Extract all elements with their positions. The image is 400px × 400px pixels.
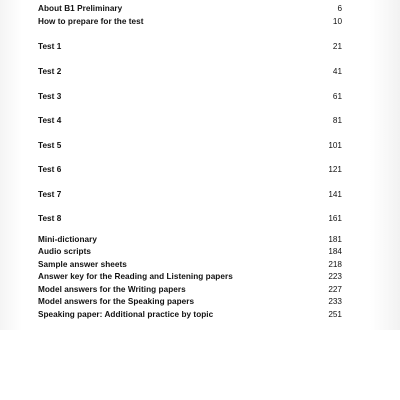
toc-entry-page: 223 [328, 271, 342, 281]
toc-entry-page: 81 [332, 115, 342, 125]
toc-entry-title: Test 3 [38, 91, 62, 101]
toc-entry-page: 141 [328, 189, 342, 199]
toc-entry-test-2 [38, 65, 342, 77]
toc-entry-mini-dictionary [38, 233, 342, 245]
toc-entry-title: Test 7 [38, 189, 62, 199]
toc-entry-test-6 [38, 163, 342, 175]
toc-entry-page: 10 [332, 16, 342, 26]
toc-entry-test-1 [38, 40, 342, 52]
toc-entry-test-5 [38, 139, 342, 151]
toc-entry-page: 161 [328, 213, 342, 223]
toc-entry-title: About B1 Preliminary [38, 3, 123, 13]
scan-shadow-right [370, 0, 400, 330]
toc-entry-title: Model answers for the Speaking papers [38, 296, 195, 306]
toc-entry-model-answers-writing [38, 283, 342, 295]
toc-entry-page: 233 [328, 296, 342, 306]
toc-entry-page: 6 [337, 3, 342, 13]
toc-entry-page: 101 [328, 140, 342, 150]
toc-entry-test-4 [38, 114, 342, 126]
toc-entry-title: Test 5 [38, 140, 62, 150]
toc-entry-page: 251 [328, 309, 342, 319]
toc-entry-test-3 [38, 90, 342, 102]
toc-entry-page: 181 [328, 234, 342, 244]
toc-entry-page: 184 [328, 246, 342, 256]
toc-entry-title: Test 8 [38, 213, 62, 223]
toc-entry-audio-scripts [38, 245, 342, 257]
toc-entry-title: Audio scripts [38, 246, 91, 256]
toc-entry-page: 121 [328, 164, 342, 174]
toc-entry-page: 41 [332, 66, 342, 76]
toc-entry-sample-answer-sheets [38, 258, 342, 270]
toc-entry-about [38, 2, 342, 14]
toc-entry-title: Model answers for the Writing papers [38, 284, 186, 294]
toc-entry-model-answers-speaking [38, 295, 342, 307]
scan-shadow-left [0, 0, 22, 330]
toc-entry-page: 61 [332, 91, 342, 101]
toc-entry-title: Answer key for the Reading and Listening papers [38, 271, 233, 281]
toc-entry-title: How to prepare for the test [38, 16, 144, 26]
toc-entry-page: 21 [332, 41, 342, 51]
toc-entry-title: Speaking paper: Additional practice by topic [38, 309, 214, 319]
toc-entry-answer-key [38, 270, 342, 282]
toc-entry-test-7 [38, 188, 342, 200]
toc-entry-title: Sample answer sheets [38, 259, 127, 269]
toc-entry-title: Test 6 [38, 164, 62, 174]
toc-entry-test-8 [38, 212, 342, 224]
toc-entry-title: Test 2 [38, 66, 62, 76]
toc-entry-page: 218 [328, 259, 342, 269]
toc-entry-title: Test 4 [38, 115, 62, 125]
toc-entry-speaking-practice [38, 308, 342, 320]
toc-entry-title: Mini-dictionary [38, 234, 97, 244]
toc-entry-title: Test 1 [38, 41, 62, 51]
toc-entry-how-to-prepare [38, 15, 342, 27]
toc-entry-page: 227 [328, 284, 342, 294]
